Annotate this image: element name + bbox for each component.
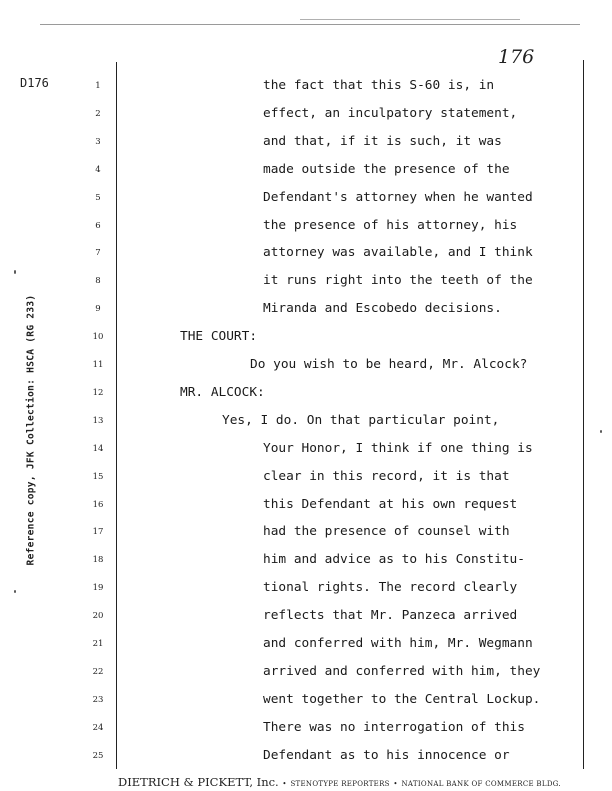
reporter-location: NATIONAL BANK OF COMMERCE BLDG. xyxy=(401,780,561,788)
line-number: 18 xyxy=(92,555,104,566)
line-number: 23 xyxy=(92,694,104,705)
transcript-line: Miranda and Escobedo decisions. xyxy=(263,301,502,317)
line-number: 6 xyxy=(95,220,101,231)
transcript-line: Defendant as to his innocence or xyxy=(263,747,510,763)
line-number: 3 xyxy=(95,136,101,147)
transcript-line: and that, if it is such, it was xyxy=(263,133,502,149)
reporter-service: STENOTYPE REPORTERS xyxy=(290,780,390,788)
transcript-line: attorney was available, and I think xyxy=(263,245,533,261)
line-number: 5 xyxy=(95,192,101,203)
line-number: 10 xyxy=(92,332,104,343)
transcript-line: had the presence of counsel with xyxy=(263,524,510,540)
transcript-line: tional rights. The record clearly xyxy=(263,580,518,596)
line-number: 12 xyxy=(92,387,104,398)
transcript-right-border xyxy=(583,60,584,769)
transcript-line: MR. ALCOCK: xyxy=(180,384,265,400)
transcript-line: the presence of his attorney, his xyxy=(263,217,518,233)
transcript-line: There was no interrogation of this xyxy=(263,719,525,735)
transcript-line: arrived and conferred with him, they xyxy=(263,663,541,679)
line-number: 13 xyxy=(92,415,104,426)
line-number: 15 xyxy=(92,471,104,482)
line-number: 14 xyxy=(92,443,104,454)
archival-reference-note: Reference copy, JFK Collection: HSCA (RG 233) xyxy=(25,294,37,566)
transcript-line: Yes, I do. On that particular point, xyxy=(222,412,500,428)
transcript-line: Defendant's attorney when he wanted xyxy=(263,189,533,205)
transcript-line: made outside the presence of the xyxy=(263,161,510,177)
transcript-line: went together to the Central Lockup. xyxy=(263,691,541,707)
transcript-line: Do you wish to be heard, Mr. Alcock? xyxy=(250,357,528,372)
transcript-line: reflects that Mr. Panzeca arrived xyxy=(263,608,518,624)
line-number: 20 xyxy=(92,611,104,622)
line-number: 7 xyxy=(95,248,101,259)
reporter-company: DIETRICH & PICKETT, Inc. xyxy=(118,775,279,789)
transcript-line: it runs right into the teeth of the xyxy=(263,273,533,289)
footer-separator: • xyxy=(393,780,398,788)
transcript-line: clear in this record, it is that xyxy=(263,468,510,484)
line-number: 22 xyxy=(92,666,104,677)
line-number: 19 xyxy=(92,583,104,594)
line-number: 11 xyxy=(92,360,104,370)
line-number: 9 xyxy=(95,304,101,315)
scan-speck xyxy=(14,590,16,593)
scan-top-rule xyxy=(40,24,580,25)
line-number: 24 xyxy=(92,722,104,733)
transcript-line: effect, an inculpatory statement, xyxy=(263,105,518,121)
reporter-footer xyxy=(118,775,561,789)
transcript-line: the fact that this S-60 is, in xyxy=(263,78,495,93)
line-number: 17 xyxy=(92,527,104,538)
document-id: D176 xyxy=(20,76,49,90)
scan-edge-mark xyxy=(300,19,520,20)
transcript-line: him and advice as to his Constitu- xyxy=(263,552,525,568)
transcript-line: and conferred with him, Mr. Wegmann xyxy=(263,636,533,651)
footer-separator: • xyxy=(282,780,287,788)
line-number: 25 xyxy=(92,750,104,761)
page-number: 176 xyxy=(498,46,535,68)
transcript-line: Your Honor, I think if one thing is xyxy=(263,440,533,456)
transcript-line: this Defendant at his own request xyxy=(263,496,518,512)
scan-speck xyxy=(600,430,602,433)
line-number: 16 xyxy=(92,499,104,510)
line-number: 8 xyxy=(95,276,101,287)
transcript-line: THE COURT: xyxy=(180,329,258,345)
transcript-left-border xyxy=(116,62,117,769)
line-number: 21 xyxy=(92,639,104,649)
line-number: 1 xyxy=(95,81,101,91)
scan-speck xyxy=(14,270,16,274)
line-number: 4 xyxy=(95,164,101,175)
line-number: 2 xyxy=(95,108,101,119)
